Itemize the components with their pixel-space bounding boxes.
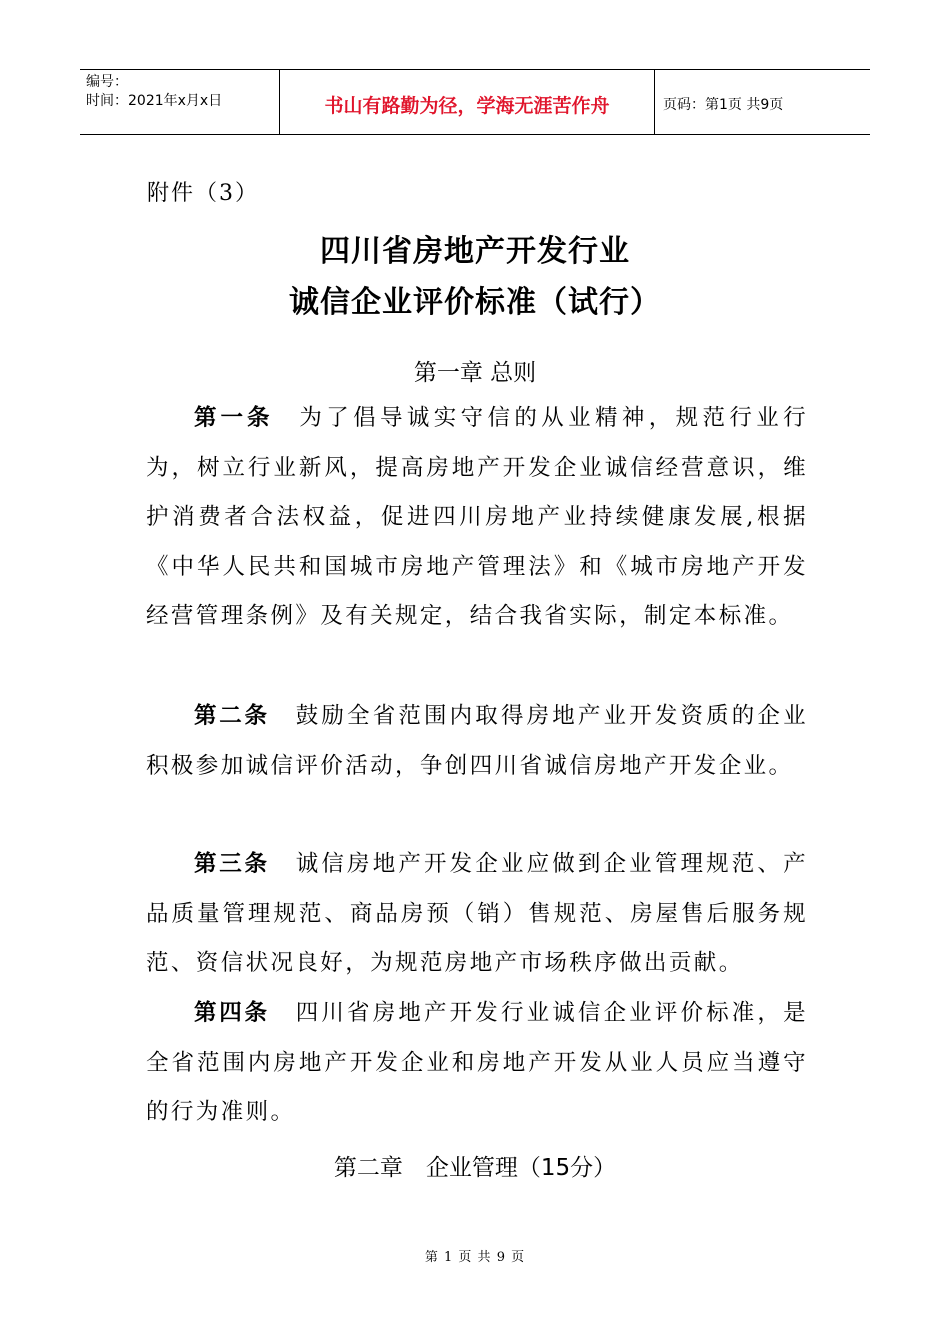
document-header [80,69,870,135]
header-motto-cell [280,70,655,134]
page-footer: 第 1 页 共 9 页 [424,1250,526,1265]
article-paragraph [146,394,808,642]
article-text: 诚信房地产开发企业应做到企业管理规范、产品质量管理规范、商品房预（销）售规范、房屋售后服务规范、资信状况良好，为规范房地产市场秩序做出贡献。 [146,851,808,977]
article-label: 第二条 [194,703,270,729]
chapter-heading-1: 第一章 总则 [413,360,537,386]
article-text: 为了倡导诚实守信的从业精神，规范行业行为，树立行业新风，提高房地产开发企业诚信经营意识，维护消费者合法权益，促进四川房地产业持续健康发展,根据《中华人民共和国城市房地产管理法》和《城市房地产开发经营管理条例》及有关规定，结合我省实际，制定本标准。 [146,405,808,630]
attachment-label: 附件（3） [147,181,259,206]
article-paragraph [146,692,808,791]
number-label: 编号： [86,74,128,90]
article-label: 第三条 [194,851,270,877]
article-text: 四川省房地产开发行业诚信企业评价标准，是全省范围内房地产开发企业和房地产开发从业人员应当遵守的行为准则。 [146,1000,808,1126]
article-label: 第一条 [194,405,274,431]
document-title-line-1: 四川省房地产开发行业 [320,234,630,269]
chapter-heading-2: 第二章 企业管理（15分） [333,1155,617,1181]
header-page-cell [655,70,870,134]
article-text: 鼓励全省范围内取得房地产业开发资质的企业积极参加诚信评价活动，争创四川省诚信房地产开发企业。 [146,703,808,779]
article-paragraph [146,989,808,1138]
article-label: 第四条 [194,1000,270,1026]
page-info: 页码：第1页 共9页 [663,97,784,113]
article-paragraph [146,840,808,989]
header-meta-cell [80,70,280,134]
time-label: 时间：2021年x月x日 [86,93,223,109]
motto-text: 书山有路勤为径，学海无涯苦作舟 [324,94,610,117]
document-title-line-2: 诚信企业评价标准（试行） [289,285,661,320]
